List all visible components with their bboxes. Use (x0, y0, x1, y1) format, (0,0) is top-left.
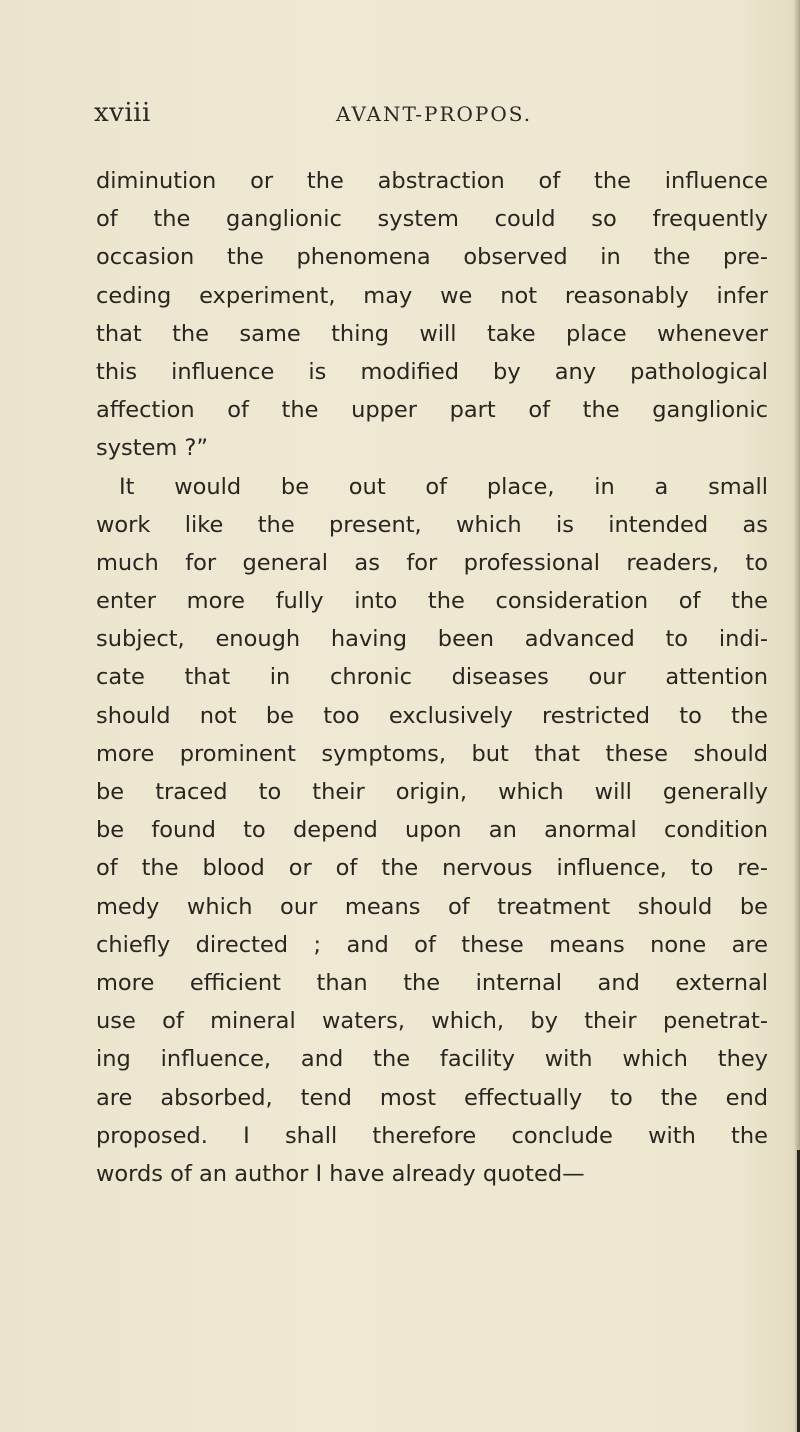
body-text (96, 162, 768, 1193)
text-line: are absorbed, tend most effectually to the end (96, 1084, 768, 1111)
text-line: cate that in chronic diseases our attention (96, 664, 768, 691)
text-line: occasion the phenomena observed in the pre- (96, 244, 768, 271)
paragraph-start-line: It would be out of place, in a small (119, 473, 768, 500)
running-head: AVANT-PROPOS. (336, 102, 533, 126)
text-line: enter more fully into the consideration of the (96, 588, 768, 615)
text-line: ceding experiment, may we not reasonably infer (96, 282, 768, 309)
text-line: work like the present, which is intended as (96, 511, 768, 538)
text-line: chiefly directed ; and of these means none are (96, 931, 768, 958)
text-line: of the blood or of the nervous influence, to re- (96, 855, 768, 882)
text-line: medy which our means of treatment should be (96, 893, 768, 920)
text-line: much for general as for professional readers, to (96, 549, 768, 576)
page-header (0, 96, 800, 136)
text-line: be traced to their origin, which will generally (96, 779, 768, 805)
text-line: should not be too exclusively restricted to the (96, 702, 768, 729)
text-line: use of mineral waters, which, by their penetrat- (96, 1008, 768, 1035)
text-line: of the ganglionic system could so frequently (96, 206, 768, 233)
text-line: ing influence, and the facility with which they (96, 1046, 768, 1073)
text-line: that the same thing will take place whenever (96, 320, 768, 347)
text-line: affection of the upper part of the ganglionic (96, 397, 768, 424)
text-line: more efficient than the internal and external (96, 969, 768, 996)
page-number: xviii (94, 98, 151, 128)
text-line: system ?” (96, 435, 209, 462)
text-line: diminution or the abstraction of the influence (96, 168, 768, 194)
text-line: more prominent symptoms, but that these should (96, 740, 768, 767)
text-line: subject, enough having been advanced to indi- (96, 626, 768, 653)
text-line: be found to depend upon an anormal condition (96, 817, 768, 844)
text-line: proposed. I shall therefore conclude with the (96, 1122, 768, 1149)
text-line: words of an author I have already quoted— (96, 1160, 585, 1187)
text-line: this influence is modified by any pathological (96, 358, 768, 385)
